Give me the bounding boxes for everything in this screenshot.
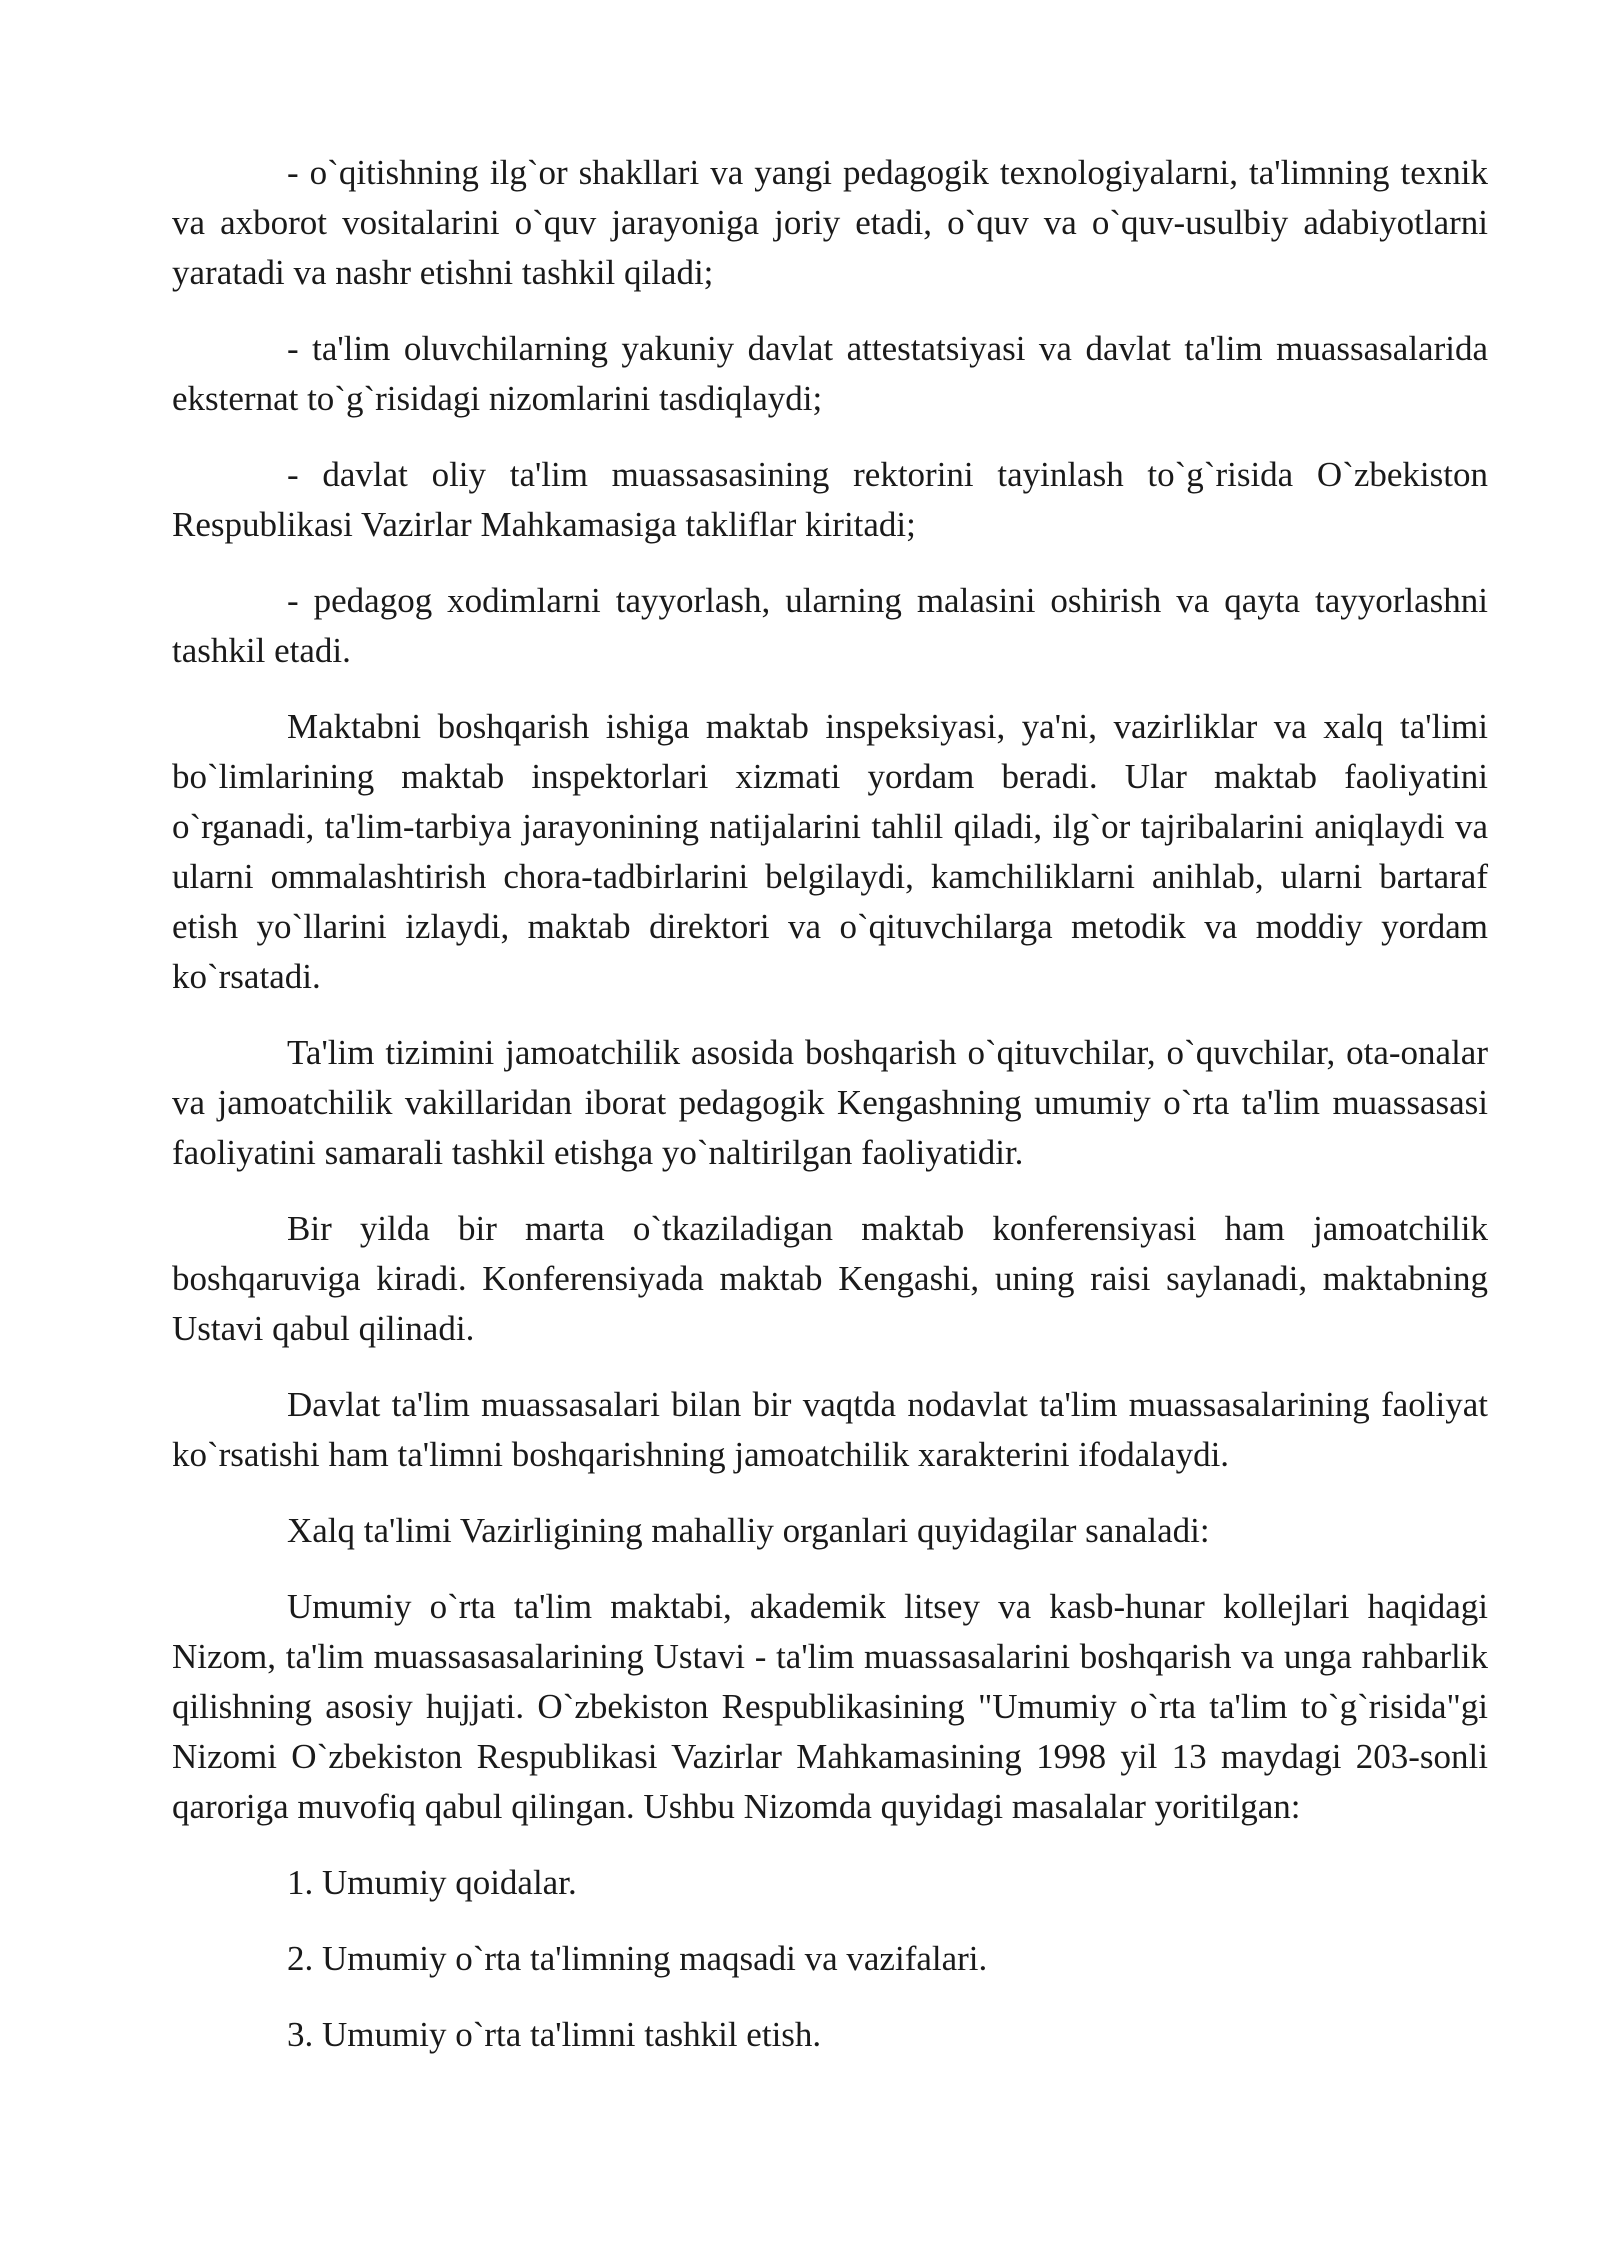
body-paragraph: Ta'lim tizimini jamoatchilik asosida boshqarish o`qituvchilar, o`quvchilar, ota-onalar va jamoatchilik vakillaridan iborat pedagogik Kengashning umumiy o`rta ta'lim muassasasi faoliyatini samarali tashkil etishga yo`naltirilgan faoliyatidir. (172, 1033, 1488, 1172)
body-paragraph: Maktabni boshqarish ishiga maktab inspeksiyasi, ya'ni, vazirliklar va xalq ta'limi bo`limlarining maktab inspektorlari xizmati yordam beradi. Ular maktab faoliyatini o`rganadi, ta'lim-tarbiya jarayonining natijalarini tahlil qiladi, ilg`or tajribalarini aniqlaydi va ularni ommalashtirish chora-tadbirlarini belgilaydi, kamchiliklarni anihlab, ularni bartaraf etish yo`llarini izlaydi, maktab direktori va o`qituvchilarga metodik va moddiy yordam ko`rsatadi. (172, 707, 1488, 996)
numbered-list-item: 2. Umumiy o`rta ta'limning maqsadi va vazifalari. (287, 1939, 988, 1978)
body-paragraph: Bir yilda bir marta o`tkaziladigan maktab konferensiyasi ham jamoatchilik boshqaruviga kiradi. Konferensiyada maktab Kengashi, uning raisi saylanadi, maktabning Ustavi qabul qilinadi. (172, 1209, 1488, 1348)
numbered-list-item: 3. Umumiy o`rta ta'limni tashkil etish. (287, 2015, 822, 2054)
document-page (172, 148, 1488, 2086)
bullet-paragraph: - ta'lim oluvchilarning yakuniy davlat attestatsiyasi va davlat ta'lim muassasalarida eksternat to`g`risidagi nizomlarini tasdiqlaydi; (172, 329, 1488, 418)
bullet-paragraph: - davlat oliy ta'lim muassasasining rektorini tayinlash to`g`risida O`zbekiston Respublikasi Vazirlar Mahkamasiga takliflar kiritadi; (172, 455, 1488, 544)
bullet-paragraph: - pedagog xodimlarni tayyorlash, ularning malasini oshirish va qayta tayyorlashni tashkil etadi. (172, 581, 1488, 670)
body-paragraph: Davlat ta'lim muassasalari bilan bir vaqtda nodavlat ta'lim muassasalarining faoliyat ko`rsatishi ham ta'limni boshqarishning jamoatchilik xarakterini ifodalaydi. (172, 1385, 1488, 1474)
numbered-list-item: 1. Umumiy qoidalar. (287, 1863, 577, 1902)
bullet-paragraph: - o`qitishning ilg`or shakllari va yangi pedagogik texnologiyalarni, ta'limning texnik va axborot vositalarini o`quv jarayoniga joriy etadi, o`quv va o`quv-usulbiy adabiyotlarni yaratadi va nashr etishni tashkil qiladi; (172, 153, 1488, 292)
body-paragraph: Xalq ta'limi Vazirligining mahalliy organlari quyidagilar sanaladi: (287, 1511, 1210, 1550)
body-paragraph: Umumiy o`rta ta'lim maktabi, akademik litsey va kasb-hunar kollejlari haqidagi Nizom, ta'lim muassasasalarining Ustavi - ta'lim muassasalarini boshqarish va unga rahbarlik qilishning asosiy hujjati. O`zbekiston Respublikasining "Umumiy o`rta ta'lim to`g`risida"gi Nizomi O`zbekiston Respublikasi Vazirlar Mahkamasining 1998 yil 13 maydagi 203-sonli qaroriga muvofiq qabul qilingan. Ushbu Nizomda quyidagi masalalar yoritilgan: (172, 1587, 1488, 1826)
